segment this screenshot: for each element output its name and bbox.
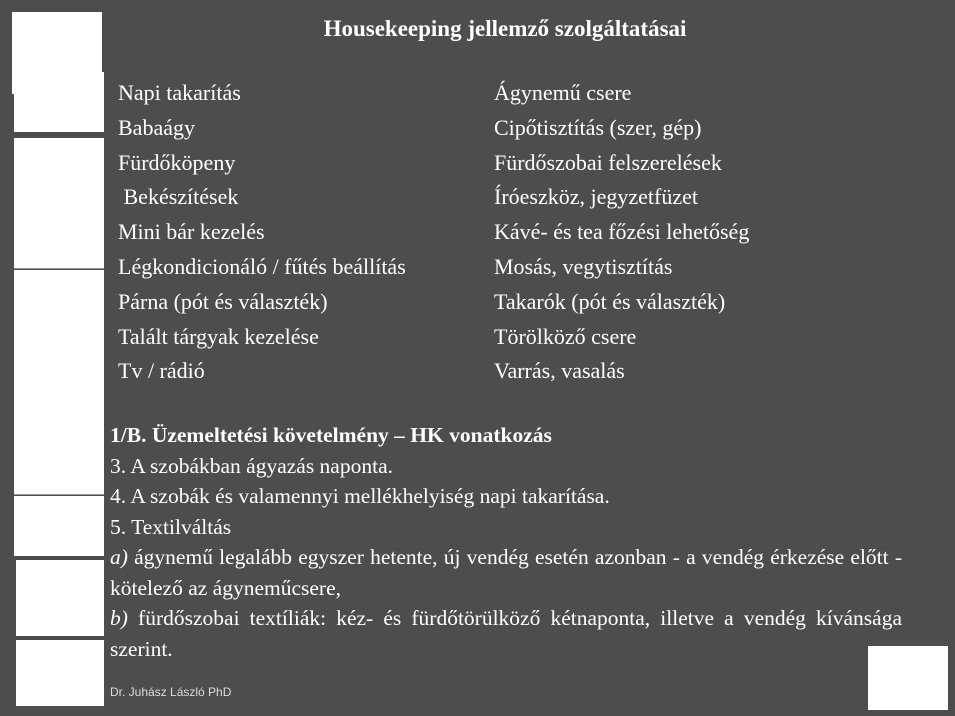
divider xyxy=(14,268,104,269)
decor-block xyxy=(16,560,104,636)
decor-block xyxy=(14,336,104,406)
requirements-heading: 1/B. Üzemeltetési követelmény – HK vonatkozás xyxy=(110,423,552,447)
service-item: Takarók (pót és választék) xyxy=(494,288,726,314)
service-item: Talált tárgyak kezelése xyxy=(118,323,319,349)
decor-block xyxy=(14,204,104,268)
service-item: Íróeszköz, jegyzetfüzet xyxy=(494,184,698,210)
footer-author: Dr. Juhász László PhD xyxy=(110,685,232,699)
service-item: Cipőtisztítás (szer, gép) xyxy=(494,114,702,140)
service-item: Törölköző csere xyxy=(494,323,637,349)
service-item: Mosás, vegytisztítás xyxy=(494,253,673,279)
sub-text-a: ágynemű legalább egyszer hetente, új vendég esetén azonban - a vendég érkezése előtt - kötelező az ágyneműcsere, xyxy=(110,545,902,600)
service-item: Tv / rádió xyxy=(118,358,205,384)
decor-block xyxy=(14,496,104,556)
decor-block xyxy=(14,406,104,494)
service-item: Ágynemű csere xyxy=(494,80,632,105)
service-item: Mini bár kezelés xyxy=(118,219,265,245)
decor-block xyxy=(14,138,104,204)
service-item: Párna (pót és választék) xyxy=(118,288,328,314)
service-item: Bekészítések xyxy=(118,184,239,210)
service-item: Fürdőköpeny xyxy=(118,149,236,175)
service-item: Varrás, vasalás xyxy=(494,358,625,384)
service-item: Kávé- és tea főzési lehetőség xyxy=(494,219,750,245)
requirement-item-5: 5. Textilváltás xyxy=(110,514,232,539)
decor-block xyxy=(14,270,104,336)
services-left-column xyxy=(118,76,478,389)
requirement-5a xyxy=(110,542,902,603)
requirement-5b xyxy=(110,603,902,664)
divider xyxy=(14,494,104,495)
sub-text-b: fürdőszobai textíliák: kéz- és fürdőtörülköző kétnaponta, illetve a vendég kívánsága szerint. xyxy=(110,606,902,661)
sub-label-b: b) xyxy=(110,606,128,630)
service-item: Babaágy xyxy=(118,114,195,140)
sub-label-a: a) xyxy=(110,545,128,569)
decor-block xyxy=(14,72,104,132)
requirements-section xyxy=(110,420,902,664)
service-item: Napi takarítás xyxy=(118,80,241,105)
slide-title: Housekeeping jellemző szolgáltatásai xyxy=(323,16,687,41)
requirement-item-3: 3. A szobákban ágyazás naponta. xyxy=(110,453,393,478)
requirement-item-4: 4. A szobák és valamennyi mellékhelyiség napi takarítása. xyxy=(110,484,610,508)
services-right-column xyxy=(494,76,914,389)
service-item: Légkondicionáló / fűtés beállítás xyxy=(118,253,406,279)
service-item: Fürdőszobai felszerelések xyxy=(494,149,722,175)
decor-block xyxy=(16,640,104,706)
